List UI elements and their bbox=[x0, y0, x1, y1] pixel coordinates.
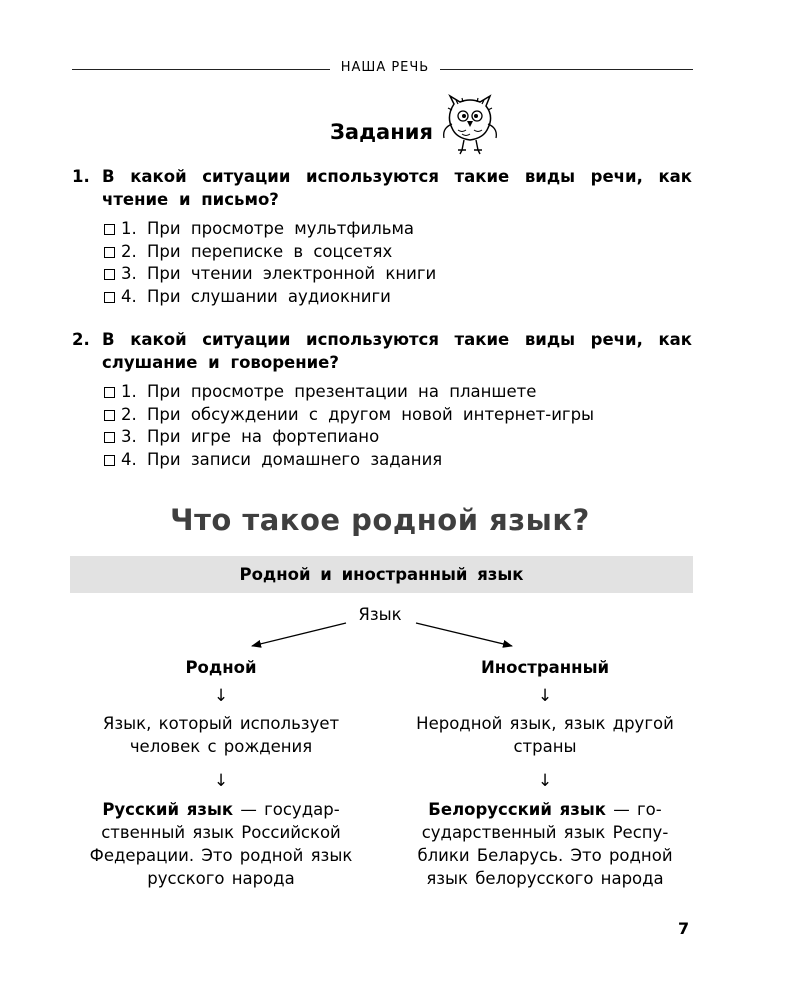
header-rule-left bbox=[72, 69, 330, 70]
option-label: 3. При игре на фортепиано bbox=[121, 427, 380, 446]
header-rule-right bbox=[440, 69, 693, 70]
option-label: 2. При обсуждении с другом новой интернет-игры bbox=[121, 404, 595, 424]
option-row[interactable] bbox=[104, 426, 594, 449]
checkbox[interactable] bbox=[104, 410, 115, 421]
option-row[interactable] bbox=[104, 218, 436, 241]
option-row[interactable] bbox=[104, 381, 594, 404]
native-example bbox=[80, 798, 362, 890]
foreign-definition bbox=[402, 712, 688, 758]
example-text: — государ-ственный язык Российской Федерации. Это родной язык русского народа bbox=[89, 800, 353, 888]
owl-icon bbox=[440, 94, 500, 156]
option-label: 1. При просмотре мультфильма bbox=[121, 219, 415, 238]
example-text: — го-сударственный язык Респу-блики Беларусь. Это родной язык белорусского народа bbox=[417, 800, 673, 888]
checkbox[interactable] bbox=[104, 387, 115, 398]
arrow-left bbox=[252, 623, 346, 646]
definition-text: Неродной язык, язык другой страны bbox=[416, 714, 674, 756]
arrow-down-icon: ↓ bbox=[213, 771, 229, 791]
option-row[interactable] bbox=[104, 404, 594, 427]
checkbox[interactable] bbox=[104, 269, 115, 280]
checkbox[interactable] bbox=[104, 247, 115, 258]
question-2-options bbox=[104, 381, 594, 471]
option-row[interactable] bbox=[104, 241, 436, 264]
option-label: 1. При просмотре презентации на планшете bbox=[121, 382, 537, 401]
arrow-down-icon: ↓ bbox=[213, 686, 229, 706]
option-label: 4. При записи домашнего задания bbox=[121, 449, 443, 469]
checkbox[interactable] bbox=[104, 432, 115, 443]
option-row[interactable] bbox=[104, 449, 594, 472]
option-label: 2. При переписке в соцсетях bbox=[121, 241, 393, 261]
checkbox[interactable] bbox=[104, 292, 115, 303]
question-1 bbox=[72, 165, 692, 211]
checkbox[interactable] bbox=[104, 224, 115, 235]
question-2 bbox=[72, 328, 692, 374]
band-title: Родной и иностранный язык bbox=[239, 565, 524, 584]
page-number: 7 bbox=[678, 919, 690, 938]
question-1-options bbox=[104, 218, 436, 308]
option-row[interactable] bbox=[104, 286, 436, 309]
left-column bbox=[80, 656, 362, 890]
section-title: Что такое родной язык? bbox=[170, 503, 590, 537]
question-number: 1. bbox=[72, 167, 90, 186]
native-heading: Родной bbox=[185, 658, 257, 677]
example-bold: Белорусский язык bbox=[428, 800, 606, 819]
arrow-down-icon: ↓ bbox=[537, 771, 553, 791]
arrow-right bbox=[416, 623, 512, 646]
option-row[interactable] bbox=[104, 263, 436, 286]
foreign-example bbox=[402, 798, 688, 890]
section-header: НАША РЕЧЬ bbox=[340, 60, 430, 75]
example-bold: Русский язык bbox=[102, 800, 234, 819]
option-label: 3. При чтении электронной книги bbox=[121, 264, 437, 283]
tasks-title: Задания bbox=[330, 120, 433, 144]
right-column bbox=[402, 656, 688, 890]
question-text: В какой ситуации используются такие виды речи, как слушание и говорение? bbox=[102, 330, 692, 372]
option-label: 4. При слушании аудиокниги bbox=[121, 286, 391, 306]
question-text: В какой ситуации используются такие виды речи, как чтение и письмо? bbox=[102, 167, 692, 209]
arrow-down-icon: ↓ bbox=[537, 686, 553, 706]
foreign-heading: Иностранный bbox=[480, 658, 610, 677]
native-definition bbox=[80, 712, 362, 758]
question-number: 2. bbox=[72, 330, 90, 349]
checkbox[interactable] bbox=[104, 455, 115, 466]
diagram-root: Язык bbox=[358, 605, 402, 624]
definition-text: Язык, который использует человек с рождения bbox=[102, 714, 340, 756]
